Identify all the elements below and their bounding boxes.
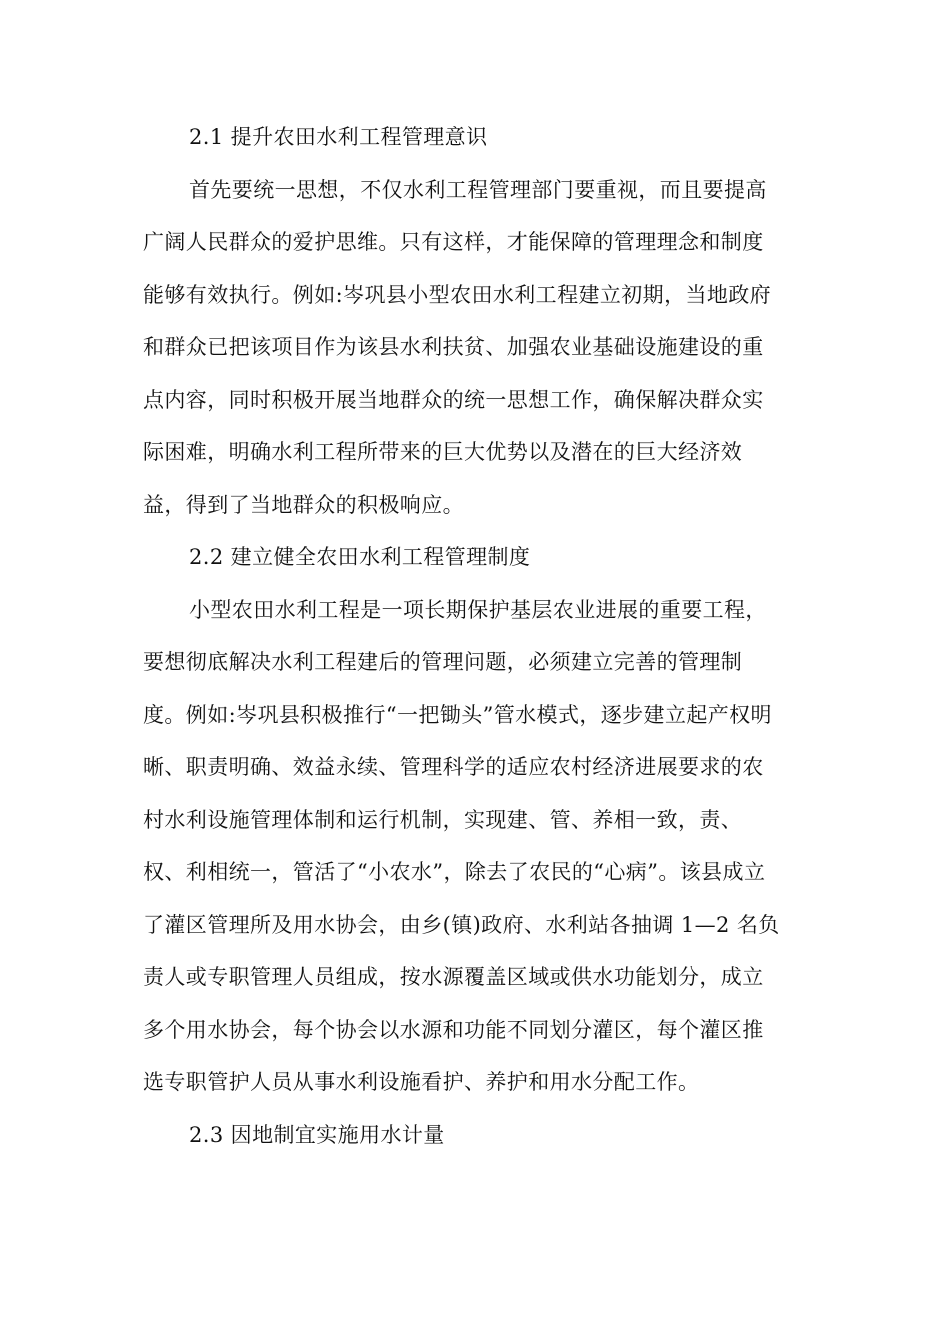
paragraph-line: 晰、职责明确、效益永续、管理科学的适应农村经济进展要求的农 [143,755,764,779]
paragraph-line: 选专职管护人员从事水利设施看护、养护和用水分配工作。 [143,1070,700,1094]
section-heading: 2.3 因地制宜实施用水计量 [189,1122,445,1147]
section-heading: 2.2 建立健全农田水利工程管理制度 [189,545,531,569]
paragraph-line: 点内容，同时积极开展当地群众的统一思想工作，确保解决群众实 [143,387,764,412]
paragraph-line: 多个用水协会，每个协会以水源和功能不同划分灌区，每个灌区推 [143,1017,764,1042]
paragraph-line: 权、利相统一，管活了“小农水”，除去了农民的“心病”。该县成立 [143,860,766,884]
paragraph-line: 了灌区管理所及用水协会，由乡(镇)政府、水利站各抽调 1—2 名负 [143,912,780,937]
document-body [143,111,808,1161]
paragraph-line: 和群众已把该项目作为该县水利扶贫、加强农业基础设施建设的重 [143,335,764,359]
paragraph-line: 要想彻底解决水利工程建后的管理问题，必须建立完善的管理制 [143,650,743,674]
paragraph-line: 际困难，明确水利工程所带来的巨大优势以及潜在的巨大经济效 [143,440,743,464]
section-heading: 2.1 提升农田水利工程管理意识 [189,125,488,149]
paragraph-line: 村水利设施管理体制和运行机制，实现建、管、养相一致，责、 [143,807,743,832]
paragraph-line: 责人或专职管理人员组成，按水源覆盖区域或供水功能划分，成立 [143,965,764,989]
paragraph-line: 小型农田水利工程是一项长期保护基层农业进展的重要工程， [189,597,767,622]
paragraph-line: 首先要统一思想，不仅水利工程管理部门要重视，而且要提高 [189,177,767,202]
paragraph-line: 度。例如:岑巩县积极推行“一把锄头”管水模式，逐步建立起产权明 [143,702,772,727]
paragraph-line: 益，得到了当地群众的积极响应。 [143,492,464,517]
paragraph-line: 广阔人民群众的爱护思维。只有这样，才能保障的管理理念和制度 [143,230,764,254]
paragraph-line: 能够有效执行。例如:岑巩县小型农田水利工程建立初期，当地政府 [143,282,772,307]
